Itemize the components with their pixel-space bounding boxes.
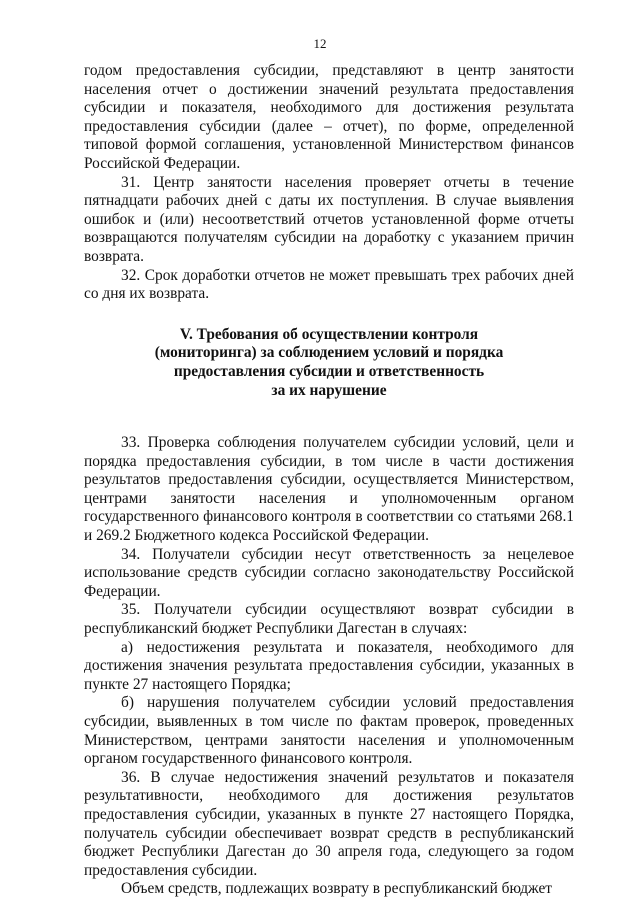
section-heading-line: V. Требования об осуществлении контроля bbox=[179, 325, 479, 343]
page-number: 12 bbox=[313, 36, 327, 51]
paragraph-35-a: а) недостижения результата и показателя, необходимого для достижения значения результата предоставления субсидии, указанных в пункте 27 настоящего Порядка; bbox=[84, 638, 574, 693]
paragraph-35: 35. Получатели субсидии осуществляют возврат субсидии в республиканский бюджет Республики Дагестан в случаях: bbox=[84, 601, 574, 638]
section-heading-line: (мониторинга) за соблюдением условий и порядка bbox=[154, 344, 504, 362]
paragraph-36: 36. В случае недостижения значений результатов и показателя результативности, необходимого для достижения результатов предоставления субсидии, указанных в пункте 27 настоящего Порядка, получатель субсидии обеспечивает возврат средств в республиканский бюджет Республики Дагестан до 30 апреля года, следующего за годом предоставления субсидии. bbox=[84, 768, 574, 879]
section-heading bbox=[84, 326, 574, 400]
paragraph-volume: Объем средств, подлежащих возврату в республиканский бюджет bbox=[121, 880, 553, 898]
paragraph-continuation: годом предоставления субсидии, представляют в центр занятости населения отчет о достижении значений результата предоставления субсидии и показателя, необходимого для достижения результата предоставления субсидии (далее – отчет), по форме, определенной типовой формой соглашения, установленной Министерством финансов Российской Федерации. bbox=[84, 62, 574, 172]
paragraph-34: 34. Получатели субсидии несут ответственность за нецелевое использование средств субсидии согласно законодательству Российской Федерации. bbox=[84, 545, 574, 600]
section-heading-line: за их нарушение bbox=[271, 381, 387, 399]
paragraph-35-b: б) нарушения получателем субсидии условий предоставления субсидии, выявленных в том числе по фактам проверок, проведенных Министерством, центрами занятости населения и уполномоченным органом государственного финансового контроля. bbox=[84, 694, 574, 768]
document-body bbox=[84, 62, 574, 899]
paragraph-32: 32. Срок доработки отчетов не может превышать трех рабочих дней со дня их возврата. bbox=[84, 266, 574, 303]
paragraph-33: 33. Проверка соблюдения получателем субсидии условий, цели и порядка предоставления субсидии, в том числе в части достижения результатов предоставления субсидии, осуществляется Министерством, центрами занятости населения и уполномоченным органом государственного финансового контроля в соответствии со статьями 268.1 и 269.2 Бюджетного кодекса Российской Федерации. bbox=[84, 434, 574, 545]
paragraph-31: 31. Центр занятости населения проверяет отчеты в течение пятнадцати рабочих дней с даты их поступления. В случае выявления ошибок и (или) несоответствий отчетов установленной форме отчеты возвращаются получателям субсидии на доработку с указанием причин возврата. bbox=[84, 173, 574, 265]
section-heading-line: предоставления субсидии и ответственность bbox=[173, 362, 485, 380]
